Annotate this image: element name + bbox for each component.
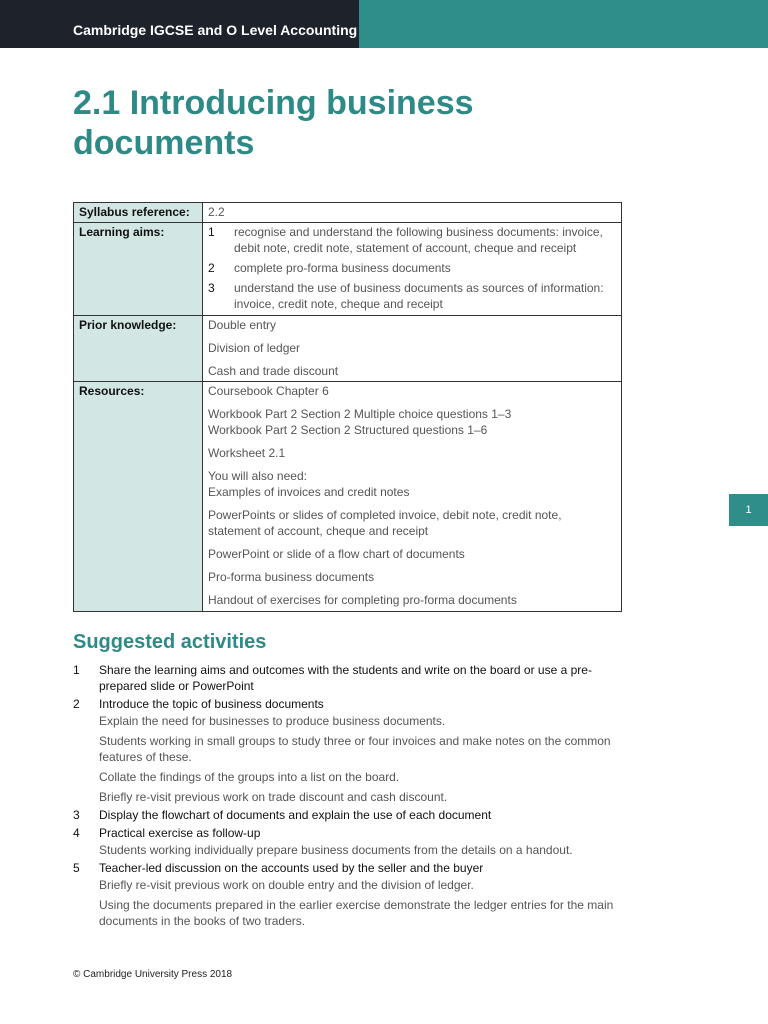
activity-detail: Collate the findings of the groups into a list on the board. bbox=[99, 770, 400, 784]
resource-item: Coursebook Chapter 6 bbox=[208, 384, 329, 398]
resource-item: PowerPoint or slide of a flow chart of documents bbox=[208, 547, 465, 561]
resource-item: Worksheet 2.1 bbox=[208, 446, 286, 460]
aim-number: 1 bbox=[208, 225, 215, 239]
resource-item: Handout of exercises for completing pro-forma documents bbox=[208, 593, 517, 607]
activity-heading: Practical exercise as follow-up bbox=[99, 826, 261, 840]
activity-item bbox=[73, 696, 618, 805]
activity-body bbox=[99, 860, 618, 929]
aim-number: 2 bbox=[208, 261, 215, 275]
activity-heading: Display the flowchart of documents and explain the use of each document bbox=[99, 808, 492, 822]
page-number-tab: 1 bbox=[729, 494, 768, 526]
activity-item bbox=[73, 807, 618, 823]
activity-heading: Teacher-led discussion on the accounts used by the seller and the buyer bbox=[99, 861, 484, 875]
prior-knowledge-list bbox=[203, 316, 622, 382]
aim-number: 3 bbox=[208, 281, 215, 295]
resources-label: Resources: bbox=[74, 382, 203, 612]
activity-detail: Using the documents prepared in the earlier exercise demonstrate the ledger entries for the main documents in the books of two traders. bbox=[99, 898, 614, 928]
aim-text: understand the use of business documents as sources of information: invoice, credit note, cheque and receipt bbox=[234, 281, 604, 311]
syllabus-row bbox=[74, 203, 622, 223]
resource-item: Workbook Part 2 Section 2 Structured questions 1–6 bbox=[208, 423, 488, 437]
prior-knowledge-row bbox=[74, 316, 622, 382]
prior-knowledge-item: Division of ledger bbox=[208, 341, 301, 355]
resources-list bbox=[203, 382, 622, 612]
aim-text: recognise and understand the following business documents: invoice, debit note, credit note, statement of account, cheque and receipt bbox=[234, 225, 603, 255]
activity-heading: Introduce the topic of business documents bbox=[99, 697, 324, 711]
activity-item bbox=[73, 825, 618, 858]
prior-knowledge-label: Prior knowledge: bbox=[74, 316, 203, 382]
syllabus-value: 2.2 bbox=[203, 203, 622, 223]
aim-item bbox=[208, 260, 616, 276]
resource-item: Examples of invoices and credit notes bbox=[208, 485, 410, 499]
activity-number: 2 bbox=[73, 697, 80, 711]
resource-group bbox=[208, 468, 616, 500]
activity-heading: Share the learning aims and outcomes with the students and write on the board or use a pre-prepared slide or PowerPoint bbox=[99, 663, 592, 693]
activity-body bbox=[99, 807, 618, 823]
activity-number: 3 bbox=[73, 808, 80, 822]
activity-detail: Briefly re-visit previous work on trade discount and cash discount. bbox=[99, 790, 448, 804]
resource-item: Pro-forma business documents bbox=[208, 570, 375, 584]
activity-item bbox=[73, 662, 618, 694]
activity-number: 5 bbox=[73, 861, 80, 875]
activity-detail: Students working in small groups to study three or four invoices and make notes on the common features of these. bbox=[99, 734, 611, 764]
activity-detail: Students working individually prepare business documents from the details on a handout. bbox=[99, 843, 573, 857]
aim-item bbox=[208, 280, 616, 312]
page-title: 2.1 Introducing business documents bbox=[73, 84, 474, 162]
resource-item: You will also need: bbox=[208, 469, 307, 483]
aim-item bbox=[208, 224, 616, 256]
prior-knowledge-item: Cash and trade discount bbox=[208, 364, 339, 378]
activity-body bbox=[99, 696, 618, 805]
activity-item bbox=[73, 860, 618, 929]
header-accent-bar bbox=[359, 0, 768, 48]
activity-number: 1 bbox=[73, 663, 80, 677]
copyright-footer: © Cambridge University Press 2018 bbox=[73, 969, 233, 980]
activity-detail: Briefly re-visit previous work on double entry and the division of ledger. bbox=[99, 878, 474, 892]
activities-list bbox=[73, 662, 618, 931]
header-title: Cambridge IGCSE and O Level Accounting bbox=[73, 22, 358, 38]
activity-number: 4 bbox=[73, 826, 80, 840]
activity-body bbox=[99, 662, 618, 694]
aims-row bbox=[74, 223, 622, 316]
lesson-info-table bbox=[73, 202, 622, 612]
activity-detail: Explain the need for businesses to produce business documents. bbox=[99, 714, 446, 728]
aim-text: complete pro-forma business documents bbox=[234, 261, 451, 275]
syllabus-label: Syllabus reference: bbox=[74, 203, 203, 223]
aims-list bbox=[203, 223, 622, 316]
activity-body bbox=[99, 825, 618, 858]
resources-row bbox=[74, 382, 622, 612]
resource-item: Workbook Part 2 Section 2 Multiple choice questions 1–3 bbox=[208, 407, 512, 421]
resource-group bbox=[208, 406, 616, 438]
activities-heading: Suggested activities bbox=[73, 631, 267, 653]
aims-label: Learning aims: bbox=[74, 223, 203, 316]
resource-item: PowerPoints or slides of completed invoice, debit note, credit note, statement of account, cheque and receipt bbox=[208, 508, 562, 538]
prior-knowledge-item: Double entry bbox=[208, 318, 277, 332]
